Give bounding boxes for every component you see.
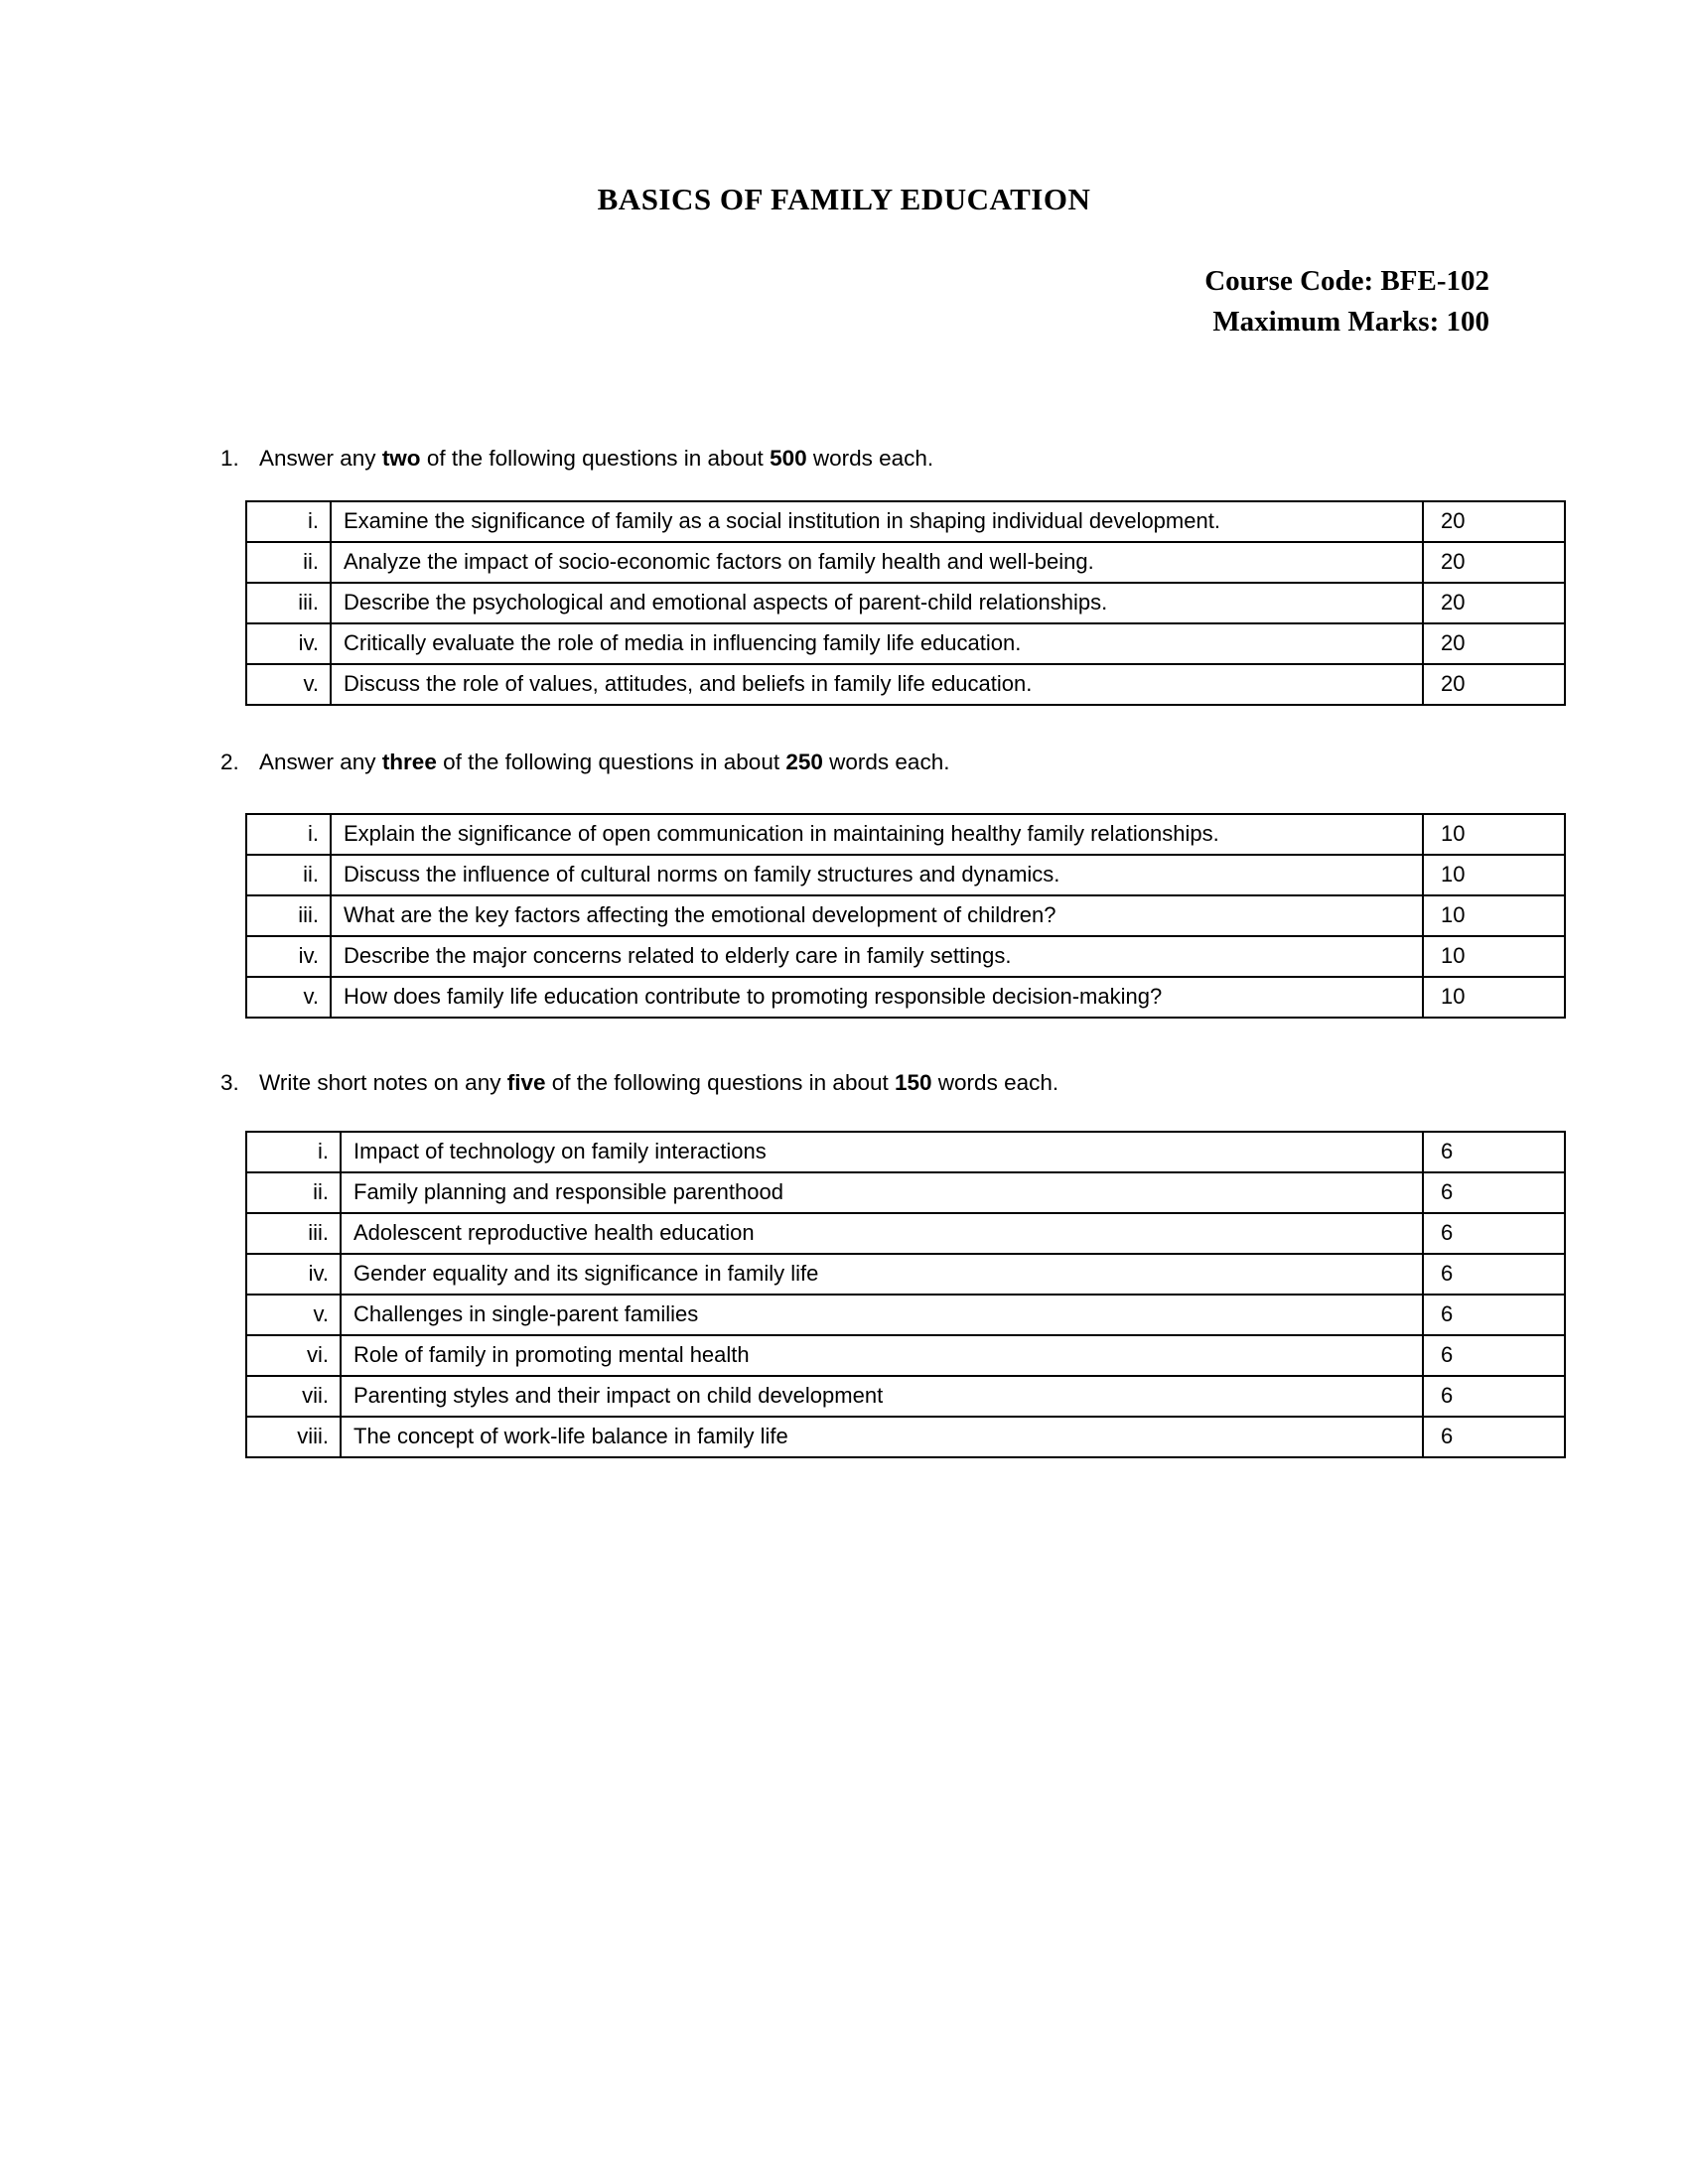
question-marks: 20 xyxy=(1423,501,1565,542)
question-numeral: i. xyxy=(246,501,331,542)
section-intro xyxy=(259,1068,1058,1098)
table-row xyxy=(246,1172,1565,1213)
table-row xyxy=(246,1376,1565,1417)
question-text: Examine the significance of family as a social institution in shaping individual development. xyxy=(331,501,1423,542)
question-marks: 6 xyxy=(1423,1295,1565,1335)
table-row xyxy=(246,1417,1565,1457)
intro-segment-bold: 150 xyxy=(895,1070,932,1095)
question-text: Discuss the role of values, attitudes, and beliefs in family life education. xyxy=(331,664,1423,705)
question-text: Analyze the impact of socio-economic factors on family health and well-being. xyxy=(331,542,1423,583)
question-text: Role of family in promoting mental health xyxy=(341,1335,1423,1376)
question-marks: 6 xyxy=(1423,1376,1565,1417)
question-text: Family planning and responsible parenthood xyxy=(341,1172,1423,1213)
intro-segment: of the following questions in about xyxy=(420,446,771,471)
question-numeral: ii. xyxy=(246,855,331,895)
table-row xyxy=(246,1254,1565,1295)
question-numeral: v. xyxy=(246,1295,341,1335)
section-2 xyxy=(220,748,1567,1019)
maximum-marks: Maximum Marks: 100 xyxy=(1212,306,1489,338)
table-row xyxy=(246,1213,1565,1254)
question-numeral: iii. xyxy=(246,1213,341,1254)
table-row xyxy=(246,501,1565,542)
question-numeral: iii. xyxy=(246,583,331,623)
table-row xyxy=(246,1335,1565,1376)
intro-segment-bold: 250 xyxy=(785,750,823,774)
intro-segment: words each. xyxy=(806,446,934,471)
intro-segment: of the following questions in about xyxy=(436,750,786,774)
section-2-heading xyxy=(220,748,1567,777)
intro-segment-bold: 500 xyxy=(770,446,807,471)
paper-body xyxy=(220,444,1567,1458)
intro-segment: Write short notes on any xyxy=(259,1070,507,1095)
page-title: BASICS OF FAMILY EDUCATION xyxy=(597,182,1091,216)
question-marks: 6 xyxy=(1423,1254,1565,1295)
question-table-3 xyxy=(245,1131,1566,1458)
question-marks: 10 xyxy=(1423,814,1565,855)
question-numeral: v. xyxy=(246,664,331,705)
question-numeral: ii. xyxy=(246,1172,341,1213)
question-text: The concept of work-life balance in family life xyxy=(341,1417,1423,1457)
question-numeral: ii. xyxy=(246,542,331,583)
intro-segment: Answer any xyxy=(259,750,382,774)
question-marks: 20 xyxy=(1423,583,1565,623)
question-text: Critically evaluate the role of media in influencing family life education. xyxy=(331,623,1423,664)
question-text: Challenges in single-parent families xyxy=(341,1295,1423,1335)
section-intro xyxy=(259,748,949,777)
intro-segment-bold: three xyxy=(381,750,437,774)
question-text: How does family life education contribute to promoting responsible decision-making? xyxy=(331,977,1423,1018)
question-numeral: iv. xyxy=(246,1254,341,1295)
question-text: Discuss the influence of cultural norms on family structures and dynamics. xyxy=(331,855,1423,895)
question-numeral: iv. xyxy=(246,623,331,664)
intro-segment: of the following questions in about xyxy=(545,1070,895,1095)
course-meta xyxy=(0,261,1489,342)
question-marks: 20 xyxy=(1423,542,1565,583)
course-code: Course Code: BFE-102 xyxy=(1204,265,1489,297)
table-row xyxy=(246,623,1565,664)
section-number: 2. xyxy=(220,750,239,774)
question-numeral: i. xyxy=(246,1132,341,1172)
question-numeral: viii. xyxy=(246,1417,341,1457)
question-marks: 6 xyxy=(1423,1213,1565,1254)
question-numeral: v. xyxy=(246,977,331,1018)
question-numeral: vii. xyxy=(246,1376,341,1417)
table-row xyxy=(246,895,1565,936)
table-row xyxy=(246,855,1565,895)
intro-segment-bold: two xyxy=(381,446,421,471)
question-text: Impact of technology on family interactions xyxy=(341,1132,1423,1172)
section-3-heading xyxy=(220,1068,1567,1098)
question-numeral: i. xyxy=(246,814,331,855)
intro-segment: words each. xyxy=(822,750,950,774)
section-1 xyxy=(220,444,1567,706)
question-numeral: iii. xyxy=(246,895,331,936)
table-row xyxy=(246,1132,1565,1172)
question-text: Parenting styles and their impact on child development xyxy=(341,1376,1423,1417)
question-marks: 10 xyxy=(1423,977,1565,1018)
question-marks: 20 xyxy=(1423,664,1565,705)
question-marks: 6 xyxy=(1423,1132,1565,1172)
table-row xyxy=(246,936,1565,977)
table-row xyxy=(246,814,1565,855)
section-number: 3. xyxy=(220,1070,239,1095)
question-marks: 6 xyxy=(1423,1172,1565,1213)
question-marks: 10 xyxy=(1423,895,1565,936)
question-text: Describe the major concerns related to elderly care in family settings. xyxy=(331,936,1423,977)
question-marks: 10 xyxy=(1423,936,1565,977)
question-table-2 xyxy=(245,813,1566,1019)
section-intro xyxy=(259,444,933,474)
question-marks: 10 xyxy=(1423,855,1565,895)
question-marks: 6 xyxy=(1423,1335,1565,1376)
intro-segment-bold: five xyxy=(506,1070,546,1095)
question-table-1 xyxy=(245,500,1566,706)
intro-segment: words each. xyxy=(931,1070,1059,1095)
section-1-heading xyxy=(220,444,1567,474)
section-number: 1. xyxy=(220,446,239,471)
table-row xyxy=(246,542,1565,583)
table-row xyxy=(246,977,1565,1018)
table-row xyxy=(246,583,1565,623)
question-numeral: iv. xyxy=(246,936,331,977)
question-text: Adolescent reproductive health education xyxy=(341,1213,1423,1254)
table-row xyxy=(246,664,1565,705)
question-numeral: vi. xyxy=(246,1335,341,1376)
section-3 xyxy=(220,1068,1567,1458)
question-text: Explain the significance of open communication in maintaining healthy family relationships. xyxy=(331,814,1423,855)
question-text: Gender equality and its significance in family life xyxy=(341,1254,1423,1295)
intro-segment: Answer any xyxy=(259,446,382,471)
question-marks: 20 xyxy=(1423,623,1565,664)
question-marks: 6 xyxy=(1423,1417,1565,1457)
question-text: Describe the psychological and emotional aspects of parent-child relationships. xyxy=(331,583,1423,623)
question-text: What are the key factors affecting the emotional development of children? xyxy=(331,895,1423,936)
table-row xyxy=(246,1295,1565,1335)
